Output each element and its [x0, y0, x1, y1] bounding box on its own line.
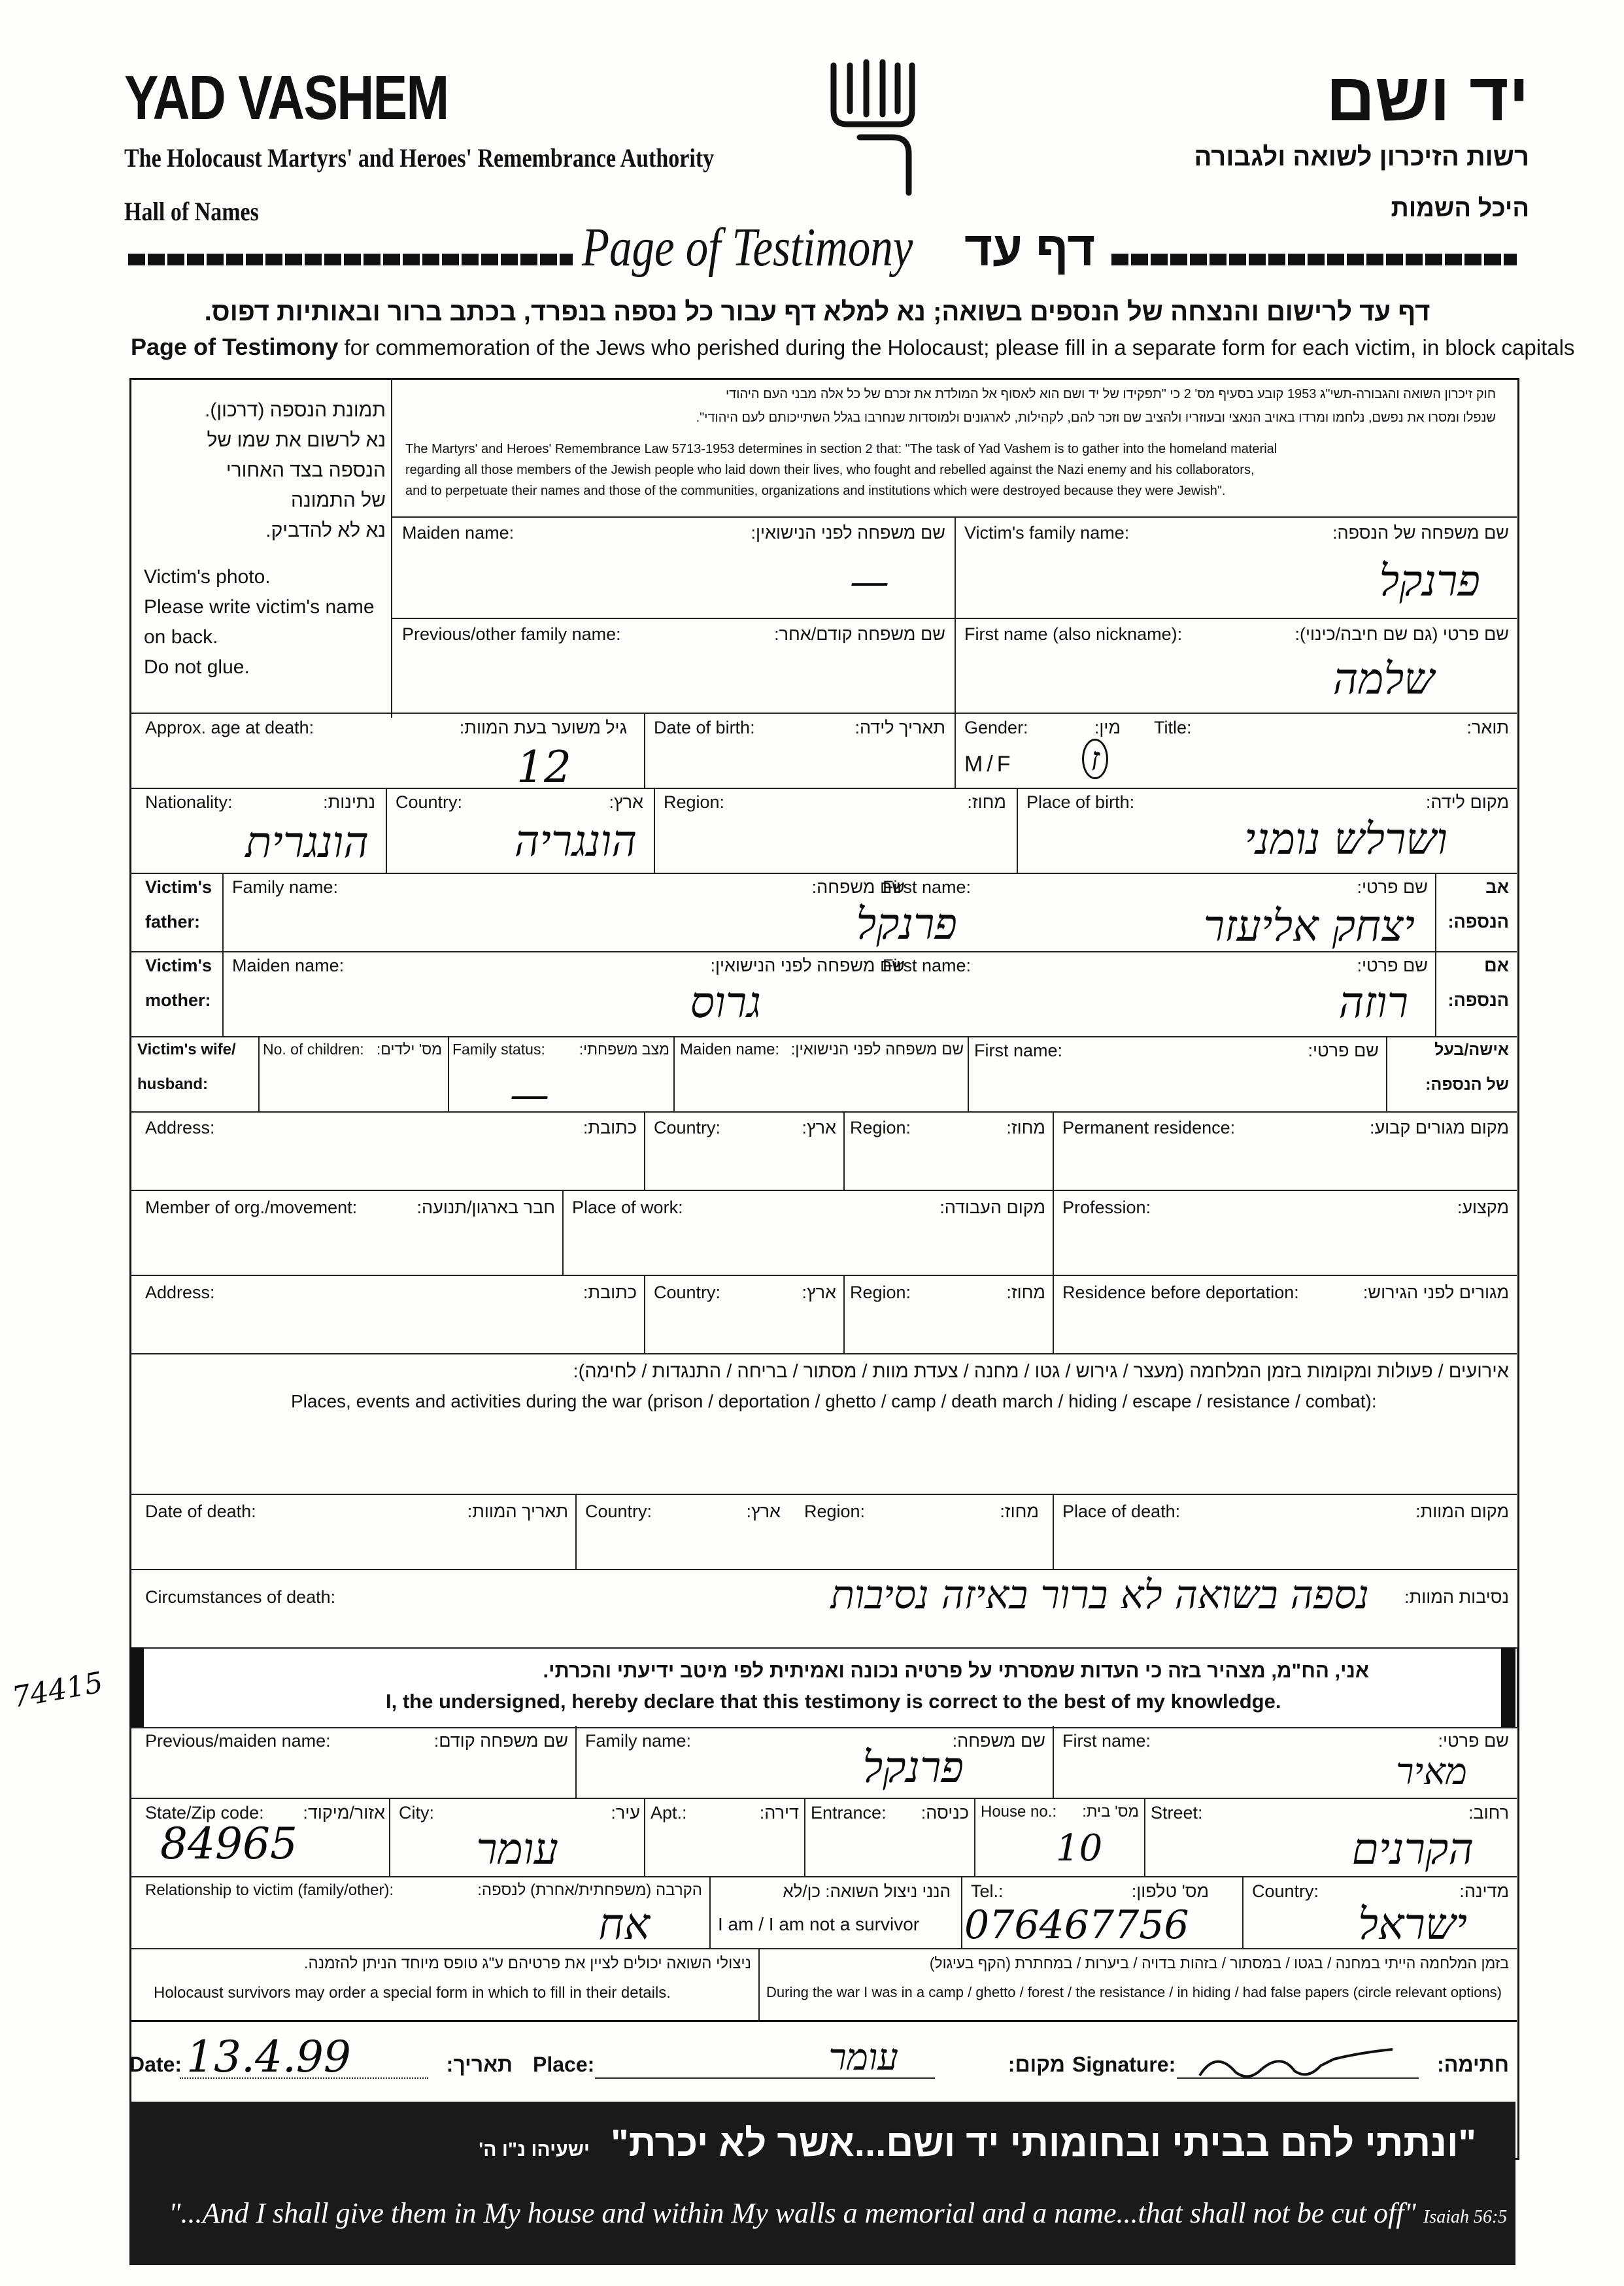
- yad-vashem-logo-icon: [820, 52, 925, 203]
- city-label-en: City:: [399, 1803, 434, 1823]
- sub-maiden-label-he: שם משפחה קודם:: [433, 1731, 568, 1751]
- mother-label-he-2: הנספה:: [1447, 990, 1509, 1010]
- footer-verse-en: "...And I shall give them in My house and within My walls a memorial and a name...that shall not be cut off" Isaiah 56:5: [169, 2197, 1508, 2229]
- nationality-value[interactable]: הונגרית: [245, 817, 369, 867]
- dod-label-he: תאריך המוות:: [467, 1502, 568, 1521]
- spouse-first-label-en: First name:: [974, 1041, 1063, 1060]
- pob-value[interactable]: ושרלש נומני: [1244, 814, 1447, 864]
- law-en-1: The Martyrs' and Heroes' Remembrance Law 5713-1953 determines in section 2 that: "The task of Yad Vashem is to gather into the homeland material: [405, 442, 1277, 456]
- children-label-he: מס' ילדים:: [376, 1041, 442, 1058]
- city-value[interactable]: עומר: [476, 1824, 558, 1874]
- address2-region-label-he: מחוז:: [1006, 1283, 1045, 1302]
- place-label-he: מקום:: [1007, 2053, 1065, 2076]
- war-note-en: During the war I was in a camp / ghetto / forest / the resistance / in hiding / had false papers (circle relevant options): [766, 1984, 1502, 2000]
- date-value[interactable]: 13.4.99: [186, 2032, 351, 2082]
- first-name-value[interactable]: שלמה: [1332, 654, 1434, 704]
- zip-label-he: אזור/מיקוד:: [303, 1803, 385, 1823]
- circ-value[interactable]: נספה בשואה לא ברור באיזה נסיבות: [830, 1572, 1369, 1618]
- maiden-label-en: Maiden name:: [402, 523, 515, 543]
- father-family-label-en: Family name:: [232, 877, 339, 897]
- profession-label-en: Profession:: [1062, 1198, 1151, 1217]
- sub-country-label-he: מדינה:: [1459, 1881, 1509, 1901]
- dod-country-label-he: ארץ:: [746, 1502, 781, 1521]
- relationship-label-he: הקרבה (משפחתית/אחרת) לנספה:: [477, 1881, 702, 1899]
- pob-label-he: מקום לידה:: [1425, 792, 1509, 812]
- work-label-he: מקום העבודה:: [939, 1198, 1045, 1217]
- region-label-he: מחוז:: [967, 792, 1006, 812]
- mother-maiden-label-he: שם משפחה לפני הנישואין:: [710, 956, 905, 975]
- country-value[interactable]: הונגריה: [514, 816, 637, 866]
- street-label-he: רחוב:: [1468, 1803, 1509, 1823]
- nationality-label-he: נתינות:: [323, 792, 375, 812]
- hall-en: Hall of Names: [124, 197, 259, 226]
- family-value[interactable]: פרנקל: [1379, 556, 1480, 606]
- date-label-en: Date:: [129, 2053, 182, 2076]
- country-label-en: Country:: [396, 792, 463, 812]
- mother-label-en-1: Victim's: [145, 956, 212, 975]
- address-region-label-he: מחוז:: [1006, 1118, 1045, 1137]
- entrance-label-en: Entrance:: [811, 1803, 887, 1823]
- address-region-label-en: Region:: [850, 1118, 911, 1137]
- mother-first-label-he: שם פרטי:: [1357, 956, 1428, 975]
- survivor-form-he: ניצולי השואה יכולים לציין את פרטיהם ע"ג טופס מיוחד הניתן להזמנה.: [303, 1955, 751, 1972]
- address2-label-he: כתובת:: [583, 1283, 637, 1302]
- father-first-label-he: שם פרטי:: [1357, 877, 1428, 897]
- place-value[interactable]: עומר: [828, 2036, 898, 2079]
- events-label-he: אירועים / פעולות ומקומות בזמן המלחמה (מעצר / גירוש / גטו / מחנה / צעדת מוות / מסתור / בריחה / התנגדות / לחימה):: [573, 1361, 1509, 1382]
- gender-label-he: מין:: [1094, 718, 1121, 737]
- sub-family-label-he: שם משפחה:: [952, 1731, 1045, 1751]
- law-en-2: regarding all those members of the Jewish people who laid down their lives, who fought and rebelled against the Nazi enemy and his collaborators,: [405, 463, 1255, 477]
- father-family-label-he: שם משפחה:: [811, 877, 905, 897]
- prev-family-label-en: Previous/other family name:: [402, 624, 621, 644]
- maiden-label-he: שם משפחה לפני הנישואין:: [751, 523, 945, 543]
- age-value[interactable]: 12: [516, 742, 571, 792]
- address2-country-label-en: Country:: [654, 1283, 721, 1302]
- events-label-en: Places, events and activities during the war (prison / deportation / ghetto / camp / death march / hiding / escape / resistance / combat):: [291, 1391, 1377, 1411]
- apt-label-en: Apt.:: [651, 1803, 687, 1823]
- title-label-he: תואר:: [1466, 718, 1509, 737]
- nationality-label-en: Nationality:: [145, 792, 233, 812]
- org-label-en: Member of org./movement:: [145, 1198, 358, 1217]
- maiden-value[interactable]: —: [850, 559, 889, 605]
- spouse-first-label-he: שם פרטי:: [1308, 1041, 1379, 1060]
- pod-label-en: Place of death:: [1062, 1502, 1181, 1521]
- father-label-en-1: Victim's: [145, 877, 212, 897]
- spouse-label-en-1: Victim's wife/: [137, 1041, 236, 1058]
- authority-he: רשות הזיכרון לשואה ולגבורה: [1194, 143, 1529, 171]
- sub-family-value[interactable]: פרנקל: [862, 1742, 964, 1792]
- house-value[interactable]: 10: [1056, 1827, 1103, 1870]
- org-label-he: חבר בארגון/תנועה:: [416, 1198, 555, 1217]
- gender-value[interactable]: ז: [1082, 739, 1108, 779]
- sub-first-value[interactable]: מאיר: [1396, 1751, 1467, 1793]
- perm-label-en: Permanent residence:: [1062, 1118, 1236, 1137]
- form-title-he: דף עד: [964, 222, 1096, 276]
- house-label-en: House no.:: [981, 1803, 1057, 1821]
- circ-label-he: נסיבות המוות:: [1404, 1587, 1509, 1607]
- address-label-he: כתובת:: [583, 1118, 637, 1137]
- perm-label-he: מקום מגורים קבוע:: [1369, 1118, 1509, 1137]
- street-value[interactable]: הקרנים: [1351, 1824, 1474, 1874]
- margin-note: 74415: [9, 1666, 106, 1715]
- father-family-value[interactable]: פרנקל: [856, 899, 957, 949]
- street-label-en: Street:: [1151, 1803, 1203, 1823]
- footer-band: [129, 2102, 1515, 2265]
- tel-label-he: מס' טלפון:: [1131, 1881, 1209, 1901]
- dob-label-he: תאריך לידה:: [854, 718, 945, 737]
- form-title-en: Page of Testimony: [582, 217, 913, 278]
- entrance-label-he: כניסה:: [921, 1803, 969, 1823]
- dod-country-label-en: Country:: [585, 1502, 652, 1521]
- title-bar-left: [128, 254, 573, 265]
- pod-label-he: מקום המוות:: [1415, 1502, 1509, 1521]
- declaration-right-marker: [1501, 1647, 1515, 1727]
- law-he-1: חוק זיכרון השואה והגבורה-תשי"ג 1953 קובע בסעיף מס' 2 כי "תפקידו של יד ושם הוא לאסוף אל המולדת את זכרם של כל אלה מבני העם היהודי: [725, 387, 1496, 401]
- law-he-2: שנפלו ומסרו את נפשם, נלחמו ומרדו באויב הנאצי ובעוזריו ולהציב שם וזכר להם, לקהילות, לארגונים ולמוסדות שנחרבו בגלל השתייכותם לעם היהודי".: [696, 411, 1496, 425]
- first-name-label-he: שם פרטי (גם שם חיבה/כינוי):: [1294, 624, 1509, 644]
- relationship-value[interactable]: אח: [598, 1899, 650, 1949]
- declaration-en: I, the undersigned, hereby declare that this testimony is correct to the best of my knowledge.: [386, 1690, 1281, 1713]
- res-dep-label-en: Residence before deportation:: [1062, 1283, 1299, 1302]
- signature-label-he: חתימה:: [1437, 2053, 1509, 2076]
- authority-en: The Holocaust Martyrs' and Heroes' Remembrance Authority: [124, 143, 715, 173]
- house-label-he: מס' בית:: [1082, 1803, 1139, 1821]
- spouse-label-en-2: husband:: [137, 1075, 208, 1093]
- address2-region-label-en: Region:: [850, 1283, 911, 1302]
- relationship-label-en: Relationship to victim (family/other):: [145, 1881, 394, 1899]
- apt-label-he: דירה:: [759, 1803, 799, 1823]
- father-label-he-1: אב: [1485, 877, 1509, 897]
- mother-label-en-2: mother:: [145, 990, 211, 1010]
- dod-label-en: Date of death:: [145, 1502, 256, 1521]
- tel-value[interactable]: 076467756: [964, 1902, 1189, 1948]
- father-first-value[interactable]: יצחק אליעזר: [1203, 901, 1415, 951]
- country-label-he: ארץ:: [609, 792, 643, 812]
- gender-label-en: Gender:: [964, 718, 1028, 737]
- sub-first-label-he: שם פרטי:: [1438, 1731, 1509, 1751]
- circ-label-en: Circumstances of death:: [145, 1587, 336, 1607]
- sub-maiden-label-en: Previous/maiden name:: [145, 1731, 331, 1751]
- father-label-en-2: father:: [145, 912, 201, 932]
- war-note-he: בזמן המלחמה הייתי במחנה / בגטו / במסתור / בזהות בדויה / ביערות / במחתרת (הקף בעיגול): [929, 1955, 1509, 1972]
- intro-en: Page of Testimony for commemoration of the Jews who perished during the Holocaust; please fill in a separate form for each victim, in block capitals: [131, 333, 1575, 360]
- address-country-label-he: ארץ:: [802, 1118, 836, 1137]
- spouse-maiden-label-he: שם משפחה לפני הנישואין:: [790, 1041, 964, 1058]
- age-label-he: גיל משוער בעת המוות:: [459, 718, 627, 737]
- family-label-en: Victim's family name:: [964, 523, 1130, 543]
- sub-country-value[interactable]: ישראל: [1358, 1899, 1467, 1949]
- spouse-label-he-1: אישה/בעל: [1434, 1041, 1509, 1059]
- fstatus-value[interactable]: —: [510, 1072, 549, 1118]
- declaration-he: אני, הח"מ, מצהיר בזה כי העדות שמסרתי על פרטיה נכונה ואמיתית לפי מיטב ידיעתי והכרתי.: [543, 1659, 1369, 1682]
- age-label-en: Approx. age at death:: [145, 718, 314, 737]
- fstatus-label-he: מצב משפחתי:: [579, 1041, 669, 1058]
- father-first-label-en: First name:: [883, 877, 972, 897]
- prev-family-label-he: שם משפחה קודם/אחר:: [774, 624, 945, 644]
- survivor-form-en: Holocaust survivors may order a special form in which to fill in their details.: [154, 1984, 671, 2002]
- signature-mark-icon[interactable]: [1196, 2040, 1412, 2085]
- gender-options: M/F: [964, 752, 1015, 777]
- place-label-en: Place:: [533, 2053, 595, 2076]
- dod-region-label-en: Region:: [804, 1502, 866, 1521]
- footer-verse-he: "ונתתי להם בביתי ובחומותי יד ושם...אשר לא יכרת" ישעיהו נ"ו ה': [479, 2122, 1476, 2164]
- title-bar-right: [1111, 254, 1517, 265]
- dob-label-en: Date of birth:: [654, 718, 755, 737]
- first-name-label-en: First name (also nickname):: [964, 624, 1183, 644]
- law-en-3: and to perpetuate their names and those of the communities, organizations and institutions which were destroyed because they were Jewish".: [405, 484, 1226, 498]
- sub-country-label-en: Country:: [1252, 1881, 1319, 1901]
- family-label-he: שם משפחה של הנספה:: [1332, 523, 1509, 543]
- survivor-label-en: I am / I am not a survivor: [718, 1914, 920, 1934]
- address-country-label-en: Country:: [654, 1118, 721, 1137]
- region-label-en: Region:: [664, 792, 725, 812]
- spouse-maiden-label-en: Maiden name:: [680, 1041, 780, 1058]
- hall-he: היכל השמות: [1391, 195, 1529, 222]
- survivor-label-he: הנני ניצול השואה: כן/לא: [783, 1881, 951, 1901]
- org-name-he: יד ושם: [1326, 59, 1529, 135]
- zip-label-en: State/Zip code:: [145, 1803, 264, 1823]
- photo-instructions-en: Victim's photo. Please write victim's name on back. Do not glue.: [144, 566, 375, 678]
- photo-instructions-he: תמונת הנספה (דרכון). נא לרשום את שמו של הנספה בצד האחורי של התמונה נא לא להדביק.: [205, 399, 386, 541]
- dod-region-label-he: מחוז:: [1000, 1502, 1039, 1521]
- pob-label-en: Place of birth:: [1026, 792, 1135, 812]
- org-name-en: YAD VASHEM: [124, 63, 448, 133]
- signature-label-en: Signature:: [1072, 2053, 1176, 2076]
- mother-first-value[interactable]: רוזה: [1338, 977, 1408, 1028]
- sub-first-label-en: First name:: [1062, 1731, 1151, 1751]
- declaration-left-marker: [129, 1647, 144, 1727]
- address-label-en: Address:: [145, 1118, 215, 1137]
- children-label-en: No. of children:: [263, 1041, 364, 1058]
- date-label-he: תאריך:: [446, 2053, 513, 2076]
- tel-label-en: Tel.:: [971, 1881, 1004, 1901]
- mother-maiden-label-en: Maiden name:: [232, 956, 345, 975]
- zip-value[interactable]: 84965: [160, 1819, 297, 1869]
- res-dep-label-he: מגורים לפני הגירוש:: [1362, 1283, 1509, 1302]
- mother-label-he-1: אם: [1484, 956, 1509, 975]
- address2-country-label-he: ארץ:: [802, 1283, 836, 1302]
- fstatus-label-en: Family status:: [452, 1041, 545, 1058]
- father-label-he-2: הנספה:: [1447, 912, 1509, 932]
- work-label-en: Place of work:: [572, 1198, 683, 1217]
- intro-he: דף עד לרישום והנצחה של הנספים בשואה; נא למלא דף עבור כל נספה בנפרד, בכתב ברור ובאותיות דפוס.: [204, 297, 1430, 326]
- mother-first-label-en: First name:: [883, 956, 972, 975]
- mother-maiden-value[interactable]: גרוס: [690, 977, 761, 1028]
- city-label-he: עיר:: [611, 1803, 640, 1823]
- title-label-en: Title:: [1154, 718, 1192, 737]
- sub-family-label-en: Family name:: [585, 1731, 692, 1751]
- profession-label-he: מקצוע:: [1457, 1198, 1509, 1217]
- spouse-label-he-2: של הנספה:: [1425, 1075, 1509, 1094]
- address2-label-en: Address:: [145, 1283, 215, 1302]
